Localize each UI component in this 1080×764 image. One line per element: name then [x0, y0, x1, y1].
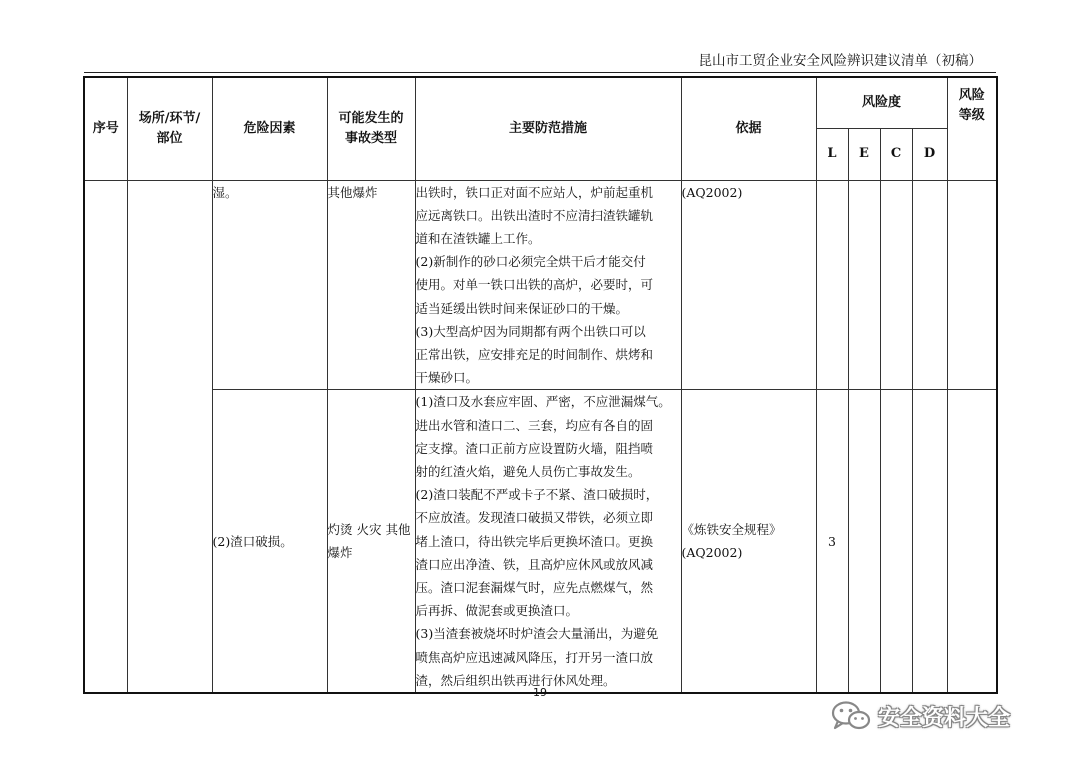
measure-line: 定支撑。渣口正前方应设置防火墙，阻挡喷: [415, 440, 654, 456]
basis-line: (AQ2002): [681, 184, 743, 200]
column-header-level-text: 风险等级: [958, 88, 985, 123]
cell-measures: [415, 180, 681, 390]
table-row: [84, 180, 997, 390]
cell-level: [947, 390, 997, 693]
measure-line: 喷焦高炉应迅速减风降压，打开另一渣口放: [415, 649, 654, 665]
accident-type: 火灾: [356, 522, 382, 538]
cell-basis: [681, 390, 816, 693]
measure-line: 堵上渣口，待出铁完毕后更换坏渣口。更换: [415, 533, 654, 549]
accident-type: 其他爆炸: [327, 522, 411, 561]
cell-basis: [681, 180, 816, 390]
cell-level: [947, 180, 997, 390]
cell-E: [848, 180, 880, 390]
measure-line: 应远离铁口。出铁出渣时不应清扫渣铁罐轨: [415, 207, 654, 223]
column-header-accident: [327, 77, 415, 180]
measure-line: 渣口应出净渣、铁，且高炉应休风或放风减: [415, 556, 654, 572]
column-header-C: C: [880, 128, 912, 180]
measure-line: 射的红渣火焰，避免人员伤亡事故发生。: [415, 463, 641, 479]
measure-line: 出铁时，铁口正对面不应站人，炉前起重机: [415, 184, 654, 200]
cell-accident: [327, 390, 415, 693]
table-row: [84, 390, 997, 693]
page-number: 19: [533, 686, 547, 699]
column-header-L: L: [816, 128, 848, 180]
measure-line: 不应放渣。发现渣口破损又带铁，必须立即: [415, 510, 654, 526]
column-header-seq: 序号: [84, 77, 127, 180]
accident-type: 其他爆炸: [327, 184, 378, 200]
column-header-D: D: [912, 128, 947, 180]
cell-accident: [327, 180, 415, 390]
measure-line: 干燥砂口。: [415, 370, 479, 386]
measure-line: 后再拆、做泥套或更换渣口。: [415, 603, 579, 619]
header-divider: [84, 72, 996, 73]
measure-line: 适当延缓出铁时间来保证砂口的干燥。: [415, 300, 629, 316]
measure-line: (2)新制作的砂口必须完全烘干后才能交付: [415, 254, 646, 270]
cell-E: [848, 390, 880, 693]
column-header-risk: 风险度: [816, 77, 947, 128]
column-header-E: E: [848, 128, 880, 180]
column-header-accident-text: 可能发生的事故类型: [338, 110, 404, 146]
cell-C: [880, 390, 912, 693]
accident-type: 灼烫: [327, 522, 353, 538]
column-header-place-text: 场所/环节/部位: [138, 110, 201, 146]
column-header-measures: 主要防范措施: [415, 77, 681, 180]
cell-D: [912, 390, 947, 693]
watermark: [830, 696, 1010, 736]
cell-C: [880, 180, 912, 390]
cell-L: [816, 180, 848, 390]
cell-seq: [84, 180, 127, 693]
column-header-level: [947, 77, 997, 180]
basis-line: (AQ2002): [681, 545, 743, 561]
measure-line: 压。渣口泥套漏煤气时，应先点燃煤气，然: [415, 579, 654, 595]
cell-measures: [415, 390, 681, 693]
measure-line: 使用。对单一铁口出铁的高炉，必要时，可: [415, 277, 654, 293]
column-header-basis: 依据: [681, 77, 816, 180]
measure-line: (1)渣口及水套应牢固、严密，不应泄漏煤气。: [415, 394, 671, 410]
measure-line: 道和在渣铁罐上工作。: [415, 230, 541, 246]
cell-L: 3: [816, 390, 848, 693]
wechat-icon: [830, 699, 872, 733]
cell-hazard: (2)渣口破损。: [212, 390, 327, 693]
column-header-hazard: 危险因素: [212, 77, 327, 180]
measure-line: (3)大型高炉因为同期都有两个出铁口可以: [415, 323, 646, 339]
watermark-text: 安全资料大全: [878, 705, 1011, 731]
basis-line: 《炼铁安全规程》: [681, 522, 782, 538]
document-header-title: 昆山市工贸企业安全风险辨识建议清单（初稿）: [698, 53, 982, 69]
cell-hazard: 湿。: [212, 180, 327, 390]
risk-identification-table: [83, 76, 998, 694]
measure-line: 正常出铁，应安排充足的时间制作、烘烤和: [415, 346, 654, 362]
measure-line: (3)当渣套被烧坏时炉渣会大量涌出，为避免: [415, 626, 659, 642]
measure-line: (2)渣口装配不严或卡子不紧、渣口破损时，: [415, 487, 659, 503]
measure-line: 渣，然后组织出铁再进行休风处理。: [415, 672, 616, 688]
column-header-place: [127, 77, 212, 180]
cell-D: [912, 180, 947, 390]
cell-place: [127, 180, 212, 693]
measure-line: 进出水管和渣口二、三套，均应有各自的固: [415, 417, 654, 433]
